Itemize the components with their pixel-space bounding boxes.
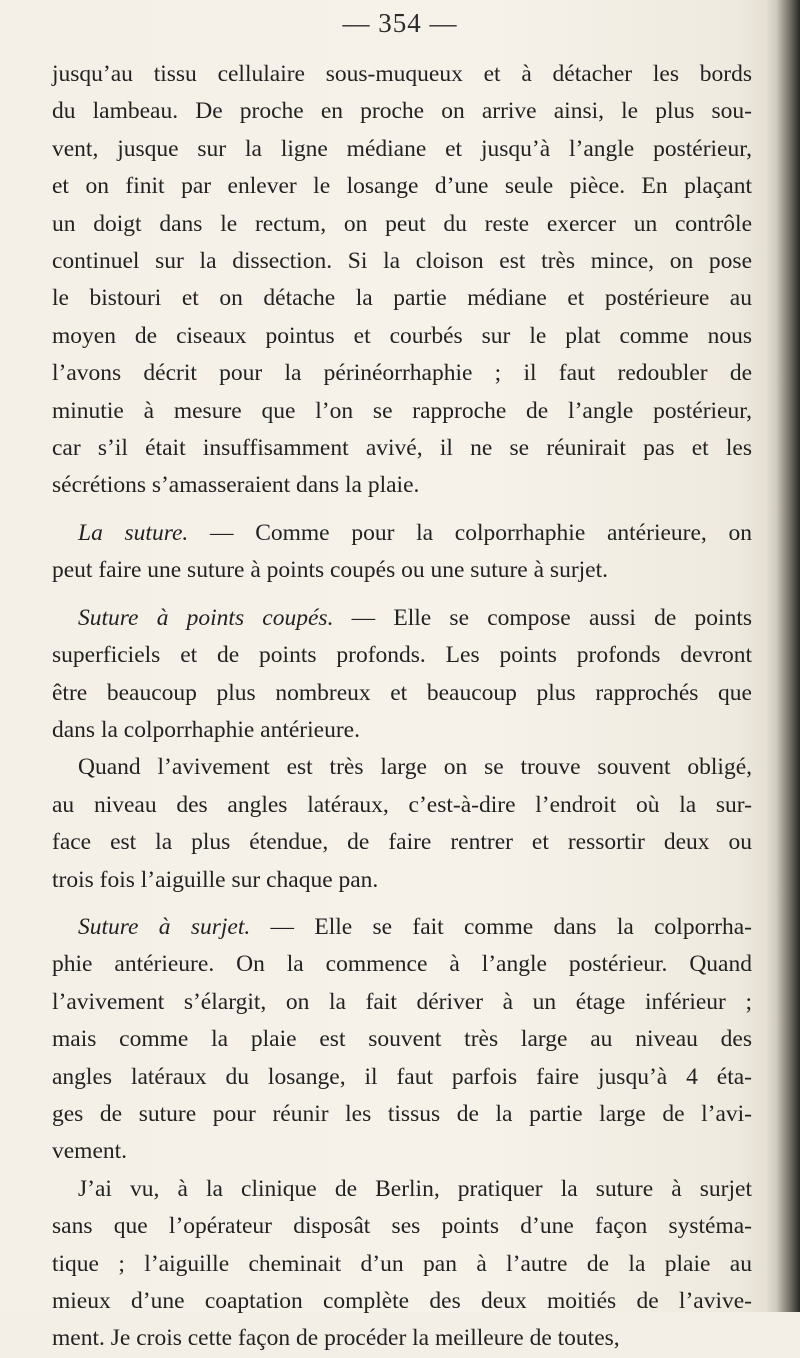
text-line: au niveau des angles latéraux, c’est-à-dire l’endroit où la sur- (52, 791, 752, 818)
text-run: — Elle se fait comme dans la colporrha- (250, 913, 752, 940)
text-line: angles latéraux du losange, il faut parfois faire jusqu’à 4 éta- (52, 1063, 752, 1090)
text-line: moyen de ciseaux pointus et courbés sur le plat comme nous (52, 322, 752, 349)
text-line: J’ai vu, à la clinique de Berlin, pratiquer la suture à surjet (78, 1175, 752, 1202)
text-line (52, 909, 752, 946)
text-line: du lambeau. De proche en proche on arrive ainsi, le plus sou- (52, 98, 752, 125)
text-line: mais comme la plaie est souvent très large au niveau des (52, 1026, 752, 1053)
text-line: un doigt dans le rectum, on peut du reste exercer un contrôle (52, 210, 752, 237)
page-edge-shadow (766, 0, 800, 1312)
text-line: car s’il était insuffisamment avivé, il ne se réunirait pas et les (52, 435, 752, 462)
section-heading: La suture. (78, 519, 189, 546)
text-line: l’avivement s’élargit, on la fait dériver à un étage inférieur ; (52, 988, 752, 1015)
section-heading: Suture à points coupés. (78, 604, 334, 631)
text-line: superficiels et de points profonds. Les points profonds devront (52, 642, 752, 669)
text-line: l’avons décrit pour la périnéorrhaphie ; il faut redoubler de (52, 360, 752, 387)
text-line: tique ; l’aiguille cheminait d’un pan à l’autre de la plaie au (52, 1250, 752, 1277)
text-line (52, 600, 752, 637)
text-line: minutie à mesure que l’on se rapproche de l’angle postérieur, (52, 397, 752, 424)
text-line (52, 515, 752, 552)
page-number: — 354 — (342, 8, 458, 38)
text-line: le bistouri et on détache la partie médiane et postérieure au (52, 285, 752, 312)
text-run: — Comme pour la colporrhaphie antérieure, on (188, 519, 752, 546)
text-line: Quand l’avivement est très large on se trouve souvent obligé, (78, 754, 752, 781)
text-line: être beaucoup plus nombreux et beaucoup plus rapprochés que (52, 679, 752, 706)
text-line: sans que l’opérateur disposât ses points d’une façon systéma- (52, 1213, 752, 1240)
text-line: vement. (52, 1138, 128, 1165)
text-line: mieux d’une coaptation complète des deux moitiés de l’avive- (52, 1288, 752, 1314)
text-line: sécrétions s’amasseraient dans la plaie. (52, 472, 420, 499)
text-line: dans la colporrhaphie antérieure. (52, 716, 360, 743)
text-run: — Elle se compose aussi de points (333, 604, 752, 631)
text-line: face est la plus étendue, de faire rentrer et ressortir deux ou (52, 829, 752, 856)
text-line: phie antérieure. On la commence à l’angle postérieur. Quand (52, 951, 752, 978)
section-heading: Suture à surjet. (78, 913, 251, 940)
text-line: ment. Je crois cette façon de procéder la meilleure de toutes, (52, 1325, 620, 1352)
text-line: continuel sur la dissection. Si la cloison est très mince, on pose (52, 248, 752, 275)
text-line: et on finit par enlever le losange d’une seule pièce. En plaçant (52, 173, 752, 200)
text-line: peut faire une suture à points coupés ou une suture à surjet. (52, 557, 609, 584)
body-text (52, 56, 752, 1358)
text-line: ges de suture pour réunir les tissus de la partie large de l’avi- (52, 1100, 752, 1127)
text-line: vent, jusque sur la ligne médiane et jusqu’à l’angle postérieur, (52, 135, 752, 162)
text-line: jusqu’au tissu cellulaire sous-muqueux et à détacher les bords (52, 61, 752, 87)
text-line: trois fois l’aiguille sur chaque pan. (52, 866, 379, 893)
